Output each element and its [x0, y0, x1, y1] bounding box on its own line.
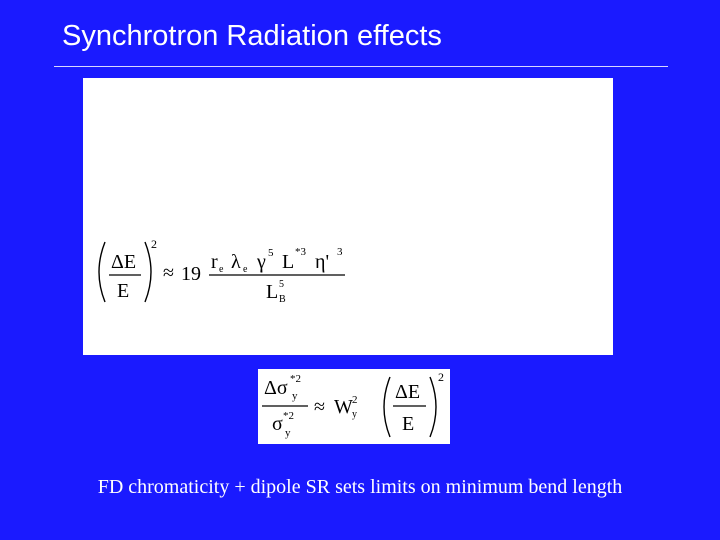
delta-sigma-symbol: Δσ: [264, 377, 288, 399]
right-paren: [430, 377, 436, 437]
L-symbol: L: [282, 251, 295, 273]
denominator-L-exponent: 5: [279, 279, 284, 290]
W-subscript: y: [352, 409, 357, 420]
sigma-symbol: σ: [272, 413, 283, 435]
slide-title: Synchrotron Radiation effects: [62, 20, 442, 52]
fraction-denominator: E: [117, 280, 130, 302]
delta-sigma-subscript: y: [292, 390, 298, 402]
left-paren: [384, 377, 390, 437]
approx-sign: ≈: [314, 396, 325, 418]
slide-caption: FD chromaticity + dipole SR sets limits on minimum bend length: [97, 476, 623, 498]
formula-energy-spread: [83, 78, 613, 355]
r-symbol: r: [211, 251, 218, 273]
sigma-subscript: y: [285, 427, 291, 439]
outer-exponent: 2: [151, 237, 157, 251]
coefficient: 19: [181, 263, 201, 285]
outer-exponent: 2: [438, 370, 444, 384]
r-subscript: e: [219, 264, 224, 275]
lambda-symbol: λ: [231, 251, 241, 273]
right-paren: [145, 242, 151, 302]
denominator-L: L: [266, 281, 279, 303]
denominator-L-subscript: B: [279, 294, 286, 305]
fraction-numerator: ΔE: [111, 251, 137, 273]
fraction-denominator: E: [402, 413, 415, 435]
gamma-exponent: 5: [268, 247, 274, 259]
title-divider: [54, 66, 668, 67]
L-exponent: *3: [295, 246, 306, 258]
fraction-numerator: ΔE: [395, 381, 421, 403]
left-paren: [99, 242, 105, 302]
eta-exponent: 3: [337, 246, 343, 258]
W-symbol: W: [334, 396, 353, 418]
delta-sigma-exponent: *2: [290, 373, 301, 385]
lambda-subscript: e: [243, 264, 248, 275]
W-exponent: 2: [352, 394, 358, 406]
formula-panel-beam-size: [258, 369, 450, 444]
approx-sign: ≈: [163, 262, 174, 284]
formula-panel-energy-spread: [83, 78, 613, 355]
gamma-symbol: γ: [257, 251, 266, 273]
formula-beam-size: [258, 369, 450, 444]
sigma-exponent: *2: [283, 410, 294, 422]
eta-symbol: η': [315, 251, 330, 273]
